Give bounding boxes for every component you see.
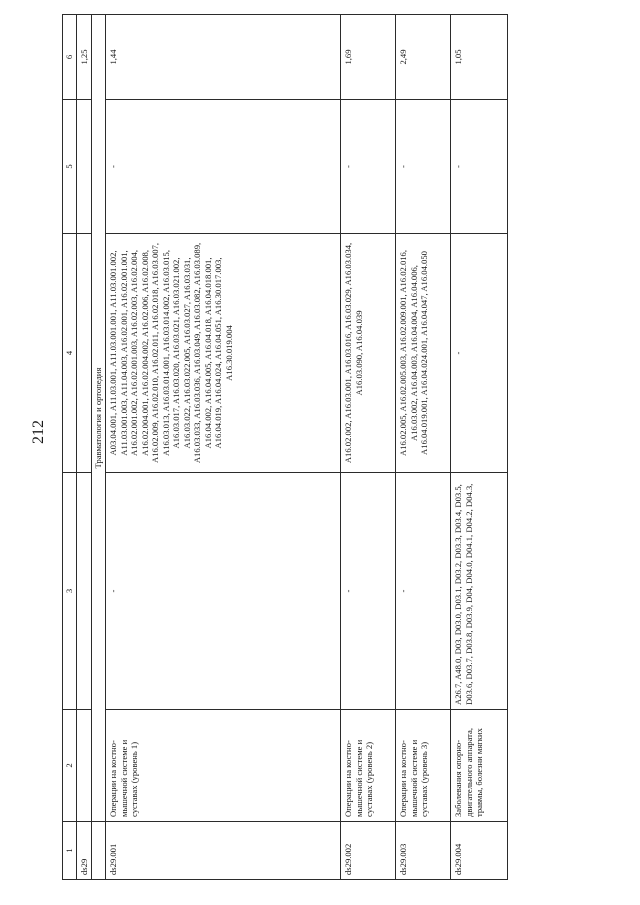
table-row <box>341 15 396 880</box>
row-name: Заболевания опорно-двигательного аппарата, травмы, болезни мягких <box>451 710 508 822</box>
row-code: ds29.003 <box>396 822 451 880</box>
table-row <box>451 15 508 880</box>
table-row <box>106 15 341 880</box>
header-col4: 4 <box>63 234 77 473</box>
group-empty <box>77 100 92 234</box>
rotated-page <box>62 15 627 880</box>
row-diagnoses: - <box>396 473 451 710</box>
section-row <box>92 15 106 880</box>
header-col6: 6 <box>63 15 77 100</box>
row-code: ds29.001 <box>106 822 341 880</box>
row-code: ds29.004 <box>451 822 508 880</box>
row-services: A16.02.005, A16.02.005.003, A16.02.009.001, A16.02.016, A16.03.002, A16.04.003, A16.04.004, A16.04.006, A16.04.019.001, A16.04.024.001, A16.04.047, A16.04.050 <box>396 234 451 473</box>
table-header-row <box>63 15 77 880</box>
section-empty <box>92 822 106 880</box>
row-diagnoses: - <box>106 473 341 710</box>
group-row <box>77 15 92 880</box>
row-services: A16.02.002, A16.03.001, A16.03.016, A16.03.029, A16.03.034, A16.03.090, A16.04.039 <box>341 234 396 473</box>
row-code: ds29.002 <box>341 822 396 880</box>
tariff-table <box>62 14 508 880</box>
row-name: Операции на костно-мышечной системе и суставах (уровень 1) <box>106 710 341 822</box>
group-empty <box>77 710 92 822</box>
table-row <box>396 15 451 880</box>
row-coef: 1,69 <box>341 15 396 100</box>
header-col3: 3 <box>63 473 77 710</box>
group-code: ds29 <box>77 822 92 880</box>
header-col2: 2 <box>63 710 77 822</box>
row-coef: 1,05 <box>451 15 508 100</box>
group-coef: 1,25 <box>77 15 92 100</box>
row-name: Операции на костно-мышечной системе и суставах (уровень 3) <box>396 710 451 822</box>
row-services: A03.04.001, A11.03.001, A11.03.001.001, A11.03.001.002, A11.03.001.003, A11.04.003, A16.02.001, A16.02.001.001, A16.02.001.002, A16.02.001.003, A16.02.003, A16.02.004, A16.02.004.001, A16.02.004.002, A16.02.006, A16.02.008, A16.02.009, A16.02.010, A16.02.011, A16.02.018, A16.03.007, A16.03.013, A16.03.014.001, A16.03.014.002, A16.03.015, A16.03.017, A16.03.020, A16.03.021, A16.03.021.002, A16.03.022, A16.03.022.005, A16.03.027, A16.03.031, A16.03.033, A16.03.036, A16.03.049, A16.03.082, A16.03.089, A16.04.002, A16.04.005, A16.04.018, A16.04.018.001, A16.04.019, A16.04.024, A16.04.051, A16.30.017.003, A16.30.019.004 <box>106 234 341 473</box>
row-col5: - <box>451 100 508 234</box>
group-empty <box>77 473 92 710</box>
row-col5: - <box>341 100 396 234</box>
row-col5: - <box>106 100 341 234</box>
header-col5: 5 <box>63 100 77 234</box>
header-col1: 1 <box>63 822 77 880</box>
row-coef: 1,44 <box>106 15 341 100</box>
row-services: - <box>451 234 508 473</box>
row-diagnoses: A26.7, A48.0, D03, D03.0, D03.1, D03.2, D03.3, D03.4, D03.5, D03.6, D03.7, D03.8, D03.9, D04, D04.0, D04.1, D04.2, D04.3, <box>451 473 508 710</box>
page-number: 212 <box>30 420 47 444</box>
row-coef: 2,49 <box>396 15 451 100</box>
row-diagnoses: - <box>341 473 396 710</box>
group-empty <box>77 234 92 473</box>
row-name: Операции на костно-мышечной системе и суставах (уровень 2) <box>341 710 396 822</box>
row-col5: - <box>396 100 451 234</box>
section-title: Травматология и ортопедия <box>92 15 106 822</box>
